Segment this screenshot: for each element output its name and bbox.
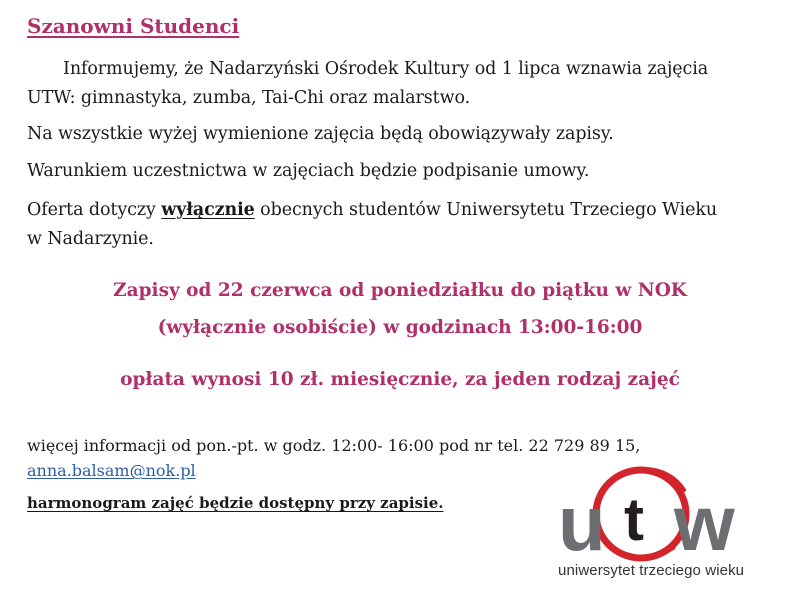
offer-paragraph xyxy=(27,196,777,254)
logo-caption: uniwersytet trzeciego wieku xyxy=(558,562,745,579)
offer-line-1 xyxy=(27,196,777,225)
logo-letter-u: u xyxy=(558,479,606,567)
offer-text-after: obecnych studentów Uniwersytetu Trzeciego Wieku xyxy=(254,200,718,220)
contact-info xyxy=(27,433,640,483)
logo-letter-t: t xyxy=(624,486,644,553)
contact-text: więcej informacji od pon.-pt. w godz. 12:00- 16:00 pod nr tel. 22 729 89 15, xyxy=(27,436,641,455)
schedule-note: harmonogram zajęć będzie dostępny przy zapisie. xyxy=(27,494,444,512)
registration-hours: (wyłącznie osobiście) w godzinach 13:00-16:00 xyxy=(157,317,643,338)
intro-line-1: Informujemy, że Nadarzyński Ośrodek Kultury od 1 lipca wznawia zajęcia xyxy=(63,59,709,79)
registration-paragraph: Na wszystkie wyżej wymienione zajęcia będą obowiązywały zapisy. xyxy=(27,124,614,144)
logo-letter-w: w xyxy=(674,479,735,567)
offer-line-2: w Nadarzynie. xyxy=(27,229,154,249)
intro-paragraph xyxy=(27,55,777,113)
intro-line-2: UTW: gimnastyka, zumba, Tai-Chi oraz malarstwo. xyxy=(27,88,471,108)
offer-text-before: Oferta dotyczy xyxy=(27,200,162,220)
fee-info: opłata wynosi 10 zł. miesięcznie, za jeden rodzaj zajęć xyxy=(120,369,680,390)
offer-emphasis: wyłącznie xyxy=(161,200,255,220)
email-link[interactable]: anna.balsam@nok.pl xyxy=(27,461,196,480)
page-title: Szanowni Studenci xyxy=(27,14,240,38)
contract-paragraph: Warunkiem uczestnictwa w zajęciach będzie podpisanie umowy. xyxy=(27,161,590,181)
registration-dates: Zapisy od 22 czerwca od poniedziałku do piątku w NOK xyxy=(113,280,687,301)
